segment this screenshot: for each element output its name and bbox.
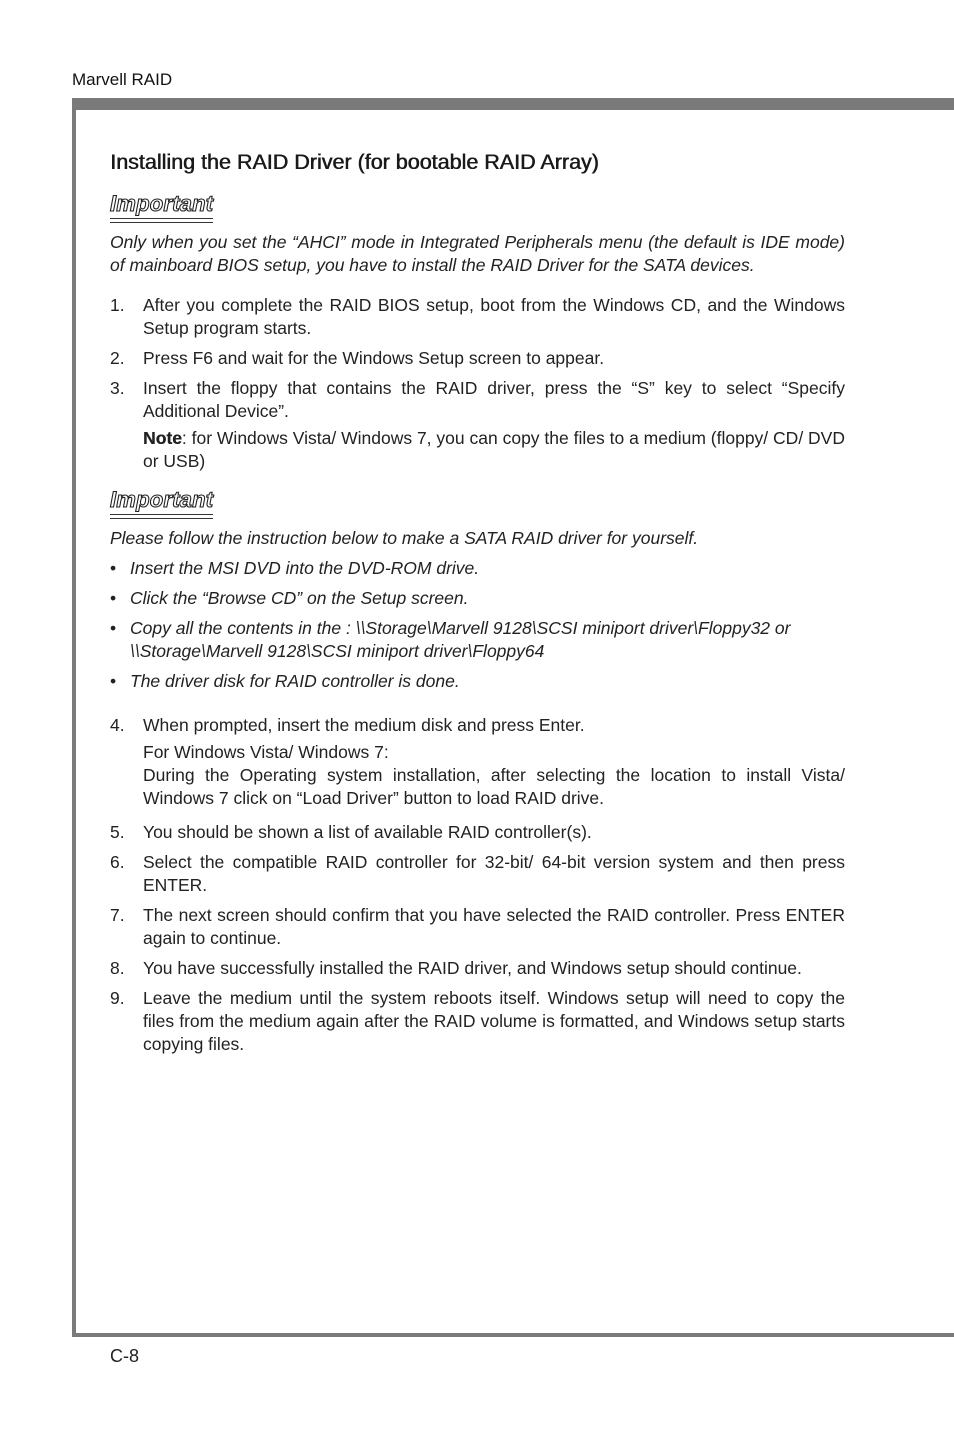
step-number: 5. [110,822,125,842]
step-subtitle: For Windows Vista/ Windows 7: [143,742,389,762]
step-text: Select the compatible RAID controller for 32-bit/ 64-bit version system and then press ENTER. [143,852,845,895]
step-number: 9. [110,988,125,1008]
step-8 [110,957,845,980]
step-text: You have successfully installed the RAID driver, and Windows setup should continue. [143,958,802,978]
step-text: Press F6 and wait for the Windows Setup screen to appear. [143,348,605,368]
bullet-item: • Click the “Browse CD” on the Setup screen. [110,588,469,608]
note-label: Note [143,428,182,448]
step-number: 7. [110,905,125,925]
step-number: 1. [110,295,125,315]
header-bar [72,98,954,110]
note-text: : for Windows Vista/ Windows 7, you can copy the files to a medium (floppy/ CD/ DVD or USB) [143,428,845,471]
page-content [110,150,845,1056]
step-text: The next screen should confirm that you have selected the RAID controller. Press ENTER again to continue. [143,905,845,948]
step-text: Leave the medium until the system reboots itself. Windows setup will need to copy the files from the medium again after the RAID volume is formatted, and Windows setup starts copying files. [143,988,845,1054]
step-5 [110,821,845,844]
step-number: 6. [110,852,125,872]
bottom-border [72,1333,954,1337]
page-number: C-8 [110,1346,140,1366]
step-text: When prompted, insert the medium disk and press Enter. [143,715,585,735]
step-4 [110,714,845,810]
step-number: 3. [110,378,125,398]
section-label: Marvell RAID [72,70,173,89]
important-heading-1: Important [110,191,213,219]
steps-list-a [110,294,845,473]
step-note [143,427,845,473]
important-heading-2: Important [110,487,213,515]
step-text: You should be shown a list of available RAID controller(s). [143,822,592,842]
page-title: Installing the RAID Driver (for bootable RAID Array) [110,150,599,174]
important-note-1: Only when you set the “AHCI” mode in Integrated Peripherals menu (the default is IDE mode) of mainboard BIOS setup, you have to install the RAID Driver for the SATA devices. [110,232,845,275]
steps-list-b [110,714,845,1056]
step-6 [110,851,845,897]
important-intro-2: Please follow the instruction below to make a SATA RAID driver for yourself. [110,528,699,548]
step-subtext: During the Operating system installation, after selecting the location to install Vista/ Windows 7 click on “Load Driver” button to load RAID drive. [143,765,845,808]
step-7 [110,904,845,950]
step-text: After you complete the RAID BIOS setup, boot from the Windows CD, and the Windows Setup program starts. [143,295,845,338]
step-2 [110,347,845,370]
left-border [72,98,76,1336]
driver-disk-bullets [110,557,845,693]
step-number: 2. [110,348,125,368]
step-3 [110,377,845,473]
step-9 [110,987,845,1056]
bullet-item: • Insert the MSI DVD into the DVD-ROM drive. [110,558,480,578]
step-1 [110,294,845,340]
bullet-item: • The driver disk for RAID controller is done. [110,671,460,691]
step-number: 4. [110,715,125,735]
bullet-item: • Copy all the contents in the : \\Storage\Marvell 9128\SCSI miniport driver\Floppy32 or \\Storage\Marvell 9128\SCSI miniport driver\Floppy64 [110,618,791,661]
step-number: 8. [110,958,125,978]
step-text: Insert the floppy that contains the RAID driver, press the “S” key to select “Specify Additional Device”. [143,378,845,421]
